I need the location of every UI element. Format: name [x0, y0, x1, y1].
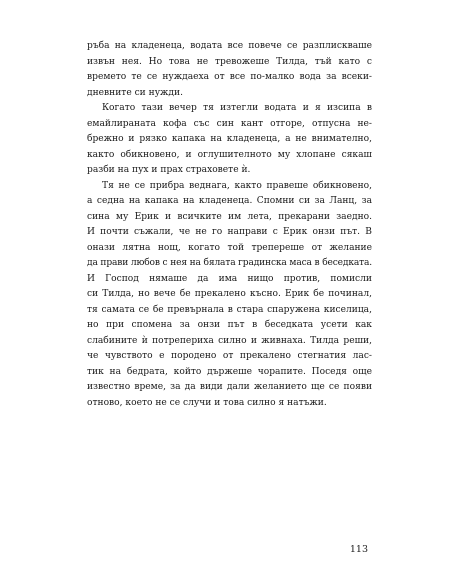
text-line: тик на бедрата, който държеше чорапите. Поседя още — [87, 366, 372, 377]
text-line: разби на пух и прах страховете ѝ. — [87, 165, 251, 175]
text-line: И Господ нямаше да има нищо против, помисли — [87, 273, 372, 284]
text-line: ръба на кладенеца, водата все повече се разплискваше — [87, 41, 372, 51]
text-line: но при спомена за онзи път в беседката усети как — [87, 320, 372, 330]
text-line: емайлираната кофа със син кант отгоре, отпусна не- — [87, 118, 372, 129]
text-line: както обикновено, и оглушителното му хлопане сякаш — [87, 149, 372, 160]
text-line: а седна на капака на кладенеца. Спомни си за Ланц, за — [87, 196, 372, 206]
text-line: тя самата се бе превърнала в стара спаружена киселица, — [87, 304, 372, 315]
text-line: Когато тази вечер тя изтегли водата и я изсипа в — [102, 103, 372, 113]
text-line: времето те се нуждаеха от все по-малко вода за всеки- — [87, 72, 372, 82]
text-line: брежно и рязко капака на кладенеца, а не внимателно, — [87, 134, 372, 144]
text-line: Тя не се прибра веднага, както правеше обикновено, — [102, 180, 372, 191]
text-line: да прави любов с нея на бялата градинска маса в беседката. — [87, 258, 372, 268]
text-line: дневните си нужди. — [87, 87, 183, 98]
text-line: извън нея. Но това не тревожеше Тилда, тъй като с — [87, 56, 372, 67]
text-line: известно време, за да види дали желанието ще се появи — [87, 382, 372, 392]
body-text — [87, 39, 372, 411]
text-line: си Тилда, но вече бе прекалено късно. Ерик бе починал, — [87, 289, 372, 299]
text-line: слабините ѝ потрепериха силно и живнаха. Тилда реши, — [87, 335, 372, 346]
page-number: 113 — [349, 544, 368, 555]
text-line: сина му Ерик и всичките им лета, прекарани заедно. — [87, 211, 372, 222]
text-line: И почти съжали, че не го направи с Ерик онзи път. В — [87, 227, 372, 237]
text-line: отново, което не се случи и това силно я натъжи. — [87, 397, 327, 408]
text-line: че чувството е породено от прекалено стегнатия лас- — [87, 351, 372, 361]
text-line: онази лятна нощ, когато той трепереше от желание — [87, 242, 372, 253]
